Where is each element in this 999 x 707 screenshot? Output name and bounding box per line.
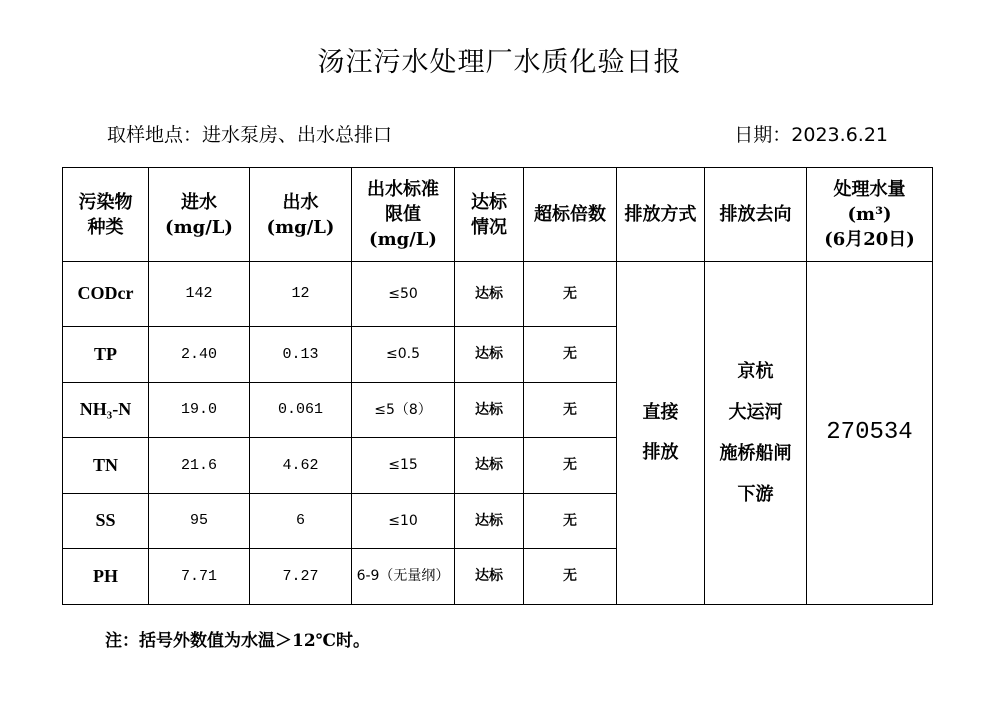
influent-value: 95 — [149, 494, 250, 549]
header-treated-volume-line-2: (m³) — [847, 204, 892, 225]
sampling-location-label: 取样地点： — [107, 124, 203, 146]
header-effluent-line-2: (mg/L) — [266, 216, 335, 238]
exceedance-multiple: 无 — [524, 438, 617, 494]
header-influent-line-1: 进水 — [181, 191, 217, 213]
header-limit — [352, 168, 455, 262]
compliance-status: 达标 — [455, 494, 524, 549]
influent-value: 19.0 — [149, 383, 250, 438]
header-discharge-destination — [705, 168, 807, 262]
header-discharge-destination-line-1: 排放去向 — [719, 204, 792, 225]
influent-value: 2.40 — [149, 327, 250, 383]
header-compliance-line-1: 达标 — [471, 191, 507, 213]
effluent-value: 0.13 — [250, 327, 352, 383]
header-limit-line-1: 出水标准 — [367, 179, 439, 200]
effluent-limit: ≤50 — [352, 262, 455, 327]
discharge-method-cell — [617, 262, 705, 605]
pollutant-name: SS — [63, 494, 149, 549]
header-pollutant-line-2: 种类 — [87, 216, 124, 238]
effluent-value: 4.62 — [250, 438, 352, 494]
exceedance-multiple: 无 — [524, 383, 617, 438]
header-treated-volume-line-1: 处理水量 — [833, 179, 906, 200]
header-treated-volume — [807, 168, 933, 262]
influent-value: 7.71 — [149, 549, 250, 605]
discharge-method-line-2: 排放 — [642, 442, 679, 463]
compliance-status: 达标 — [455, 549, 524, 605]
exceedance-multiple: 无 — [524, 494, 617, 549]
report-date-label: 日期： — [734, 124, 792, 146]
discharge-destination-line-1: 京杭 — [737, 361, 774, 382]
header-limit-line-3: (mg/L) — [369, 229, 437, 250]
header-pollutant-line-1: 污染物 — [78, 191, 133, 213]
effluent-limit: ≤0.5 — [352, 327, 455, 383]
discharge-destination-line-2: 大运河 — [728, 402, 783, 423]
report-date-value: 2023.6.21 — [791, 124, 888, 146]
water-quality-table — [62, 167, 933, 605]
discharge-destination-line-3: 施桥船闸 — [719, 443, 792, 464]
pollutant-name: TP — [63, 327, 149, 383]
influent-value: 142 — [149, 262, 250, 327]
pollutant-name: CODcr — [63, 262, 149, 327]
effluent-limit: ≤15 — [352, 438, 455, 494]
pollutant-name: PH — [63, 549, 149, 605]
report-date — [734, 123, 888, 147]
exceedance-multiple: 无 — [524, 549, 617, 605]
header-compliance-line-2: 情况 — [471, 216, 507, 238]
effluent-value: 0.061 — [250, 383, 352, 438]
discharge-destination-line-4: 下游 — [737, 484, 774, 505]
treated-volume-value: 270534 — [826, 419, 913, 446]
header-discharge-method-line-1: 排放方式 — [624, 204, 697, 225]
effluent-value: 12 — [250, 262, 352, 327]
effluent-value: 6 — [250, 494, 352, 549]
sampling-location — [107, 123, 392, 147]
effluent-limit: ≤5（8） — [352, 383, 455, 438]
header-discharge-method — [617, 168, 705, 262]
compliance-status: 达标 — [455, 438, 524, 494]
header-limit-line-2: 限值 — [385, 204, 421, 225]
exceedance-multiple: 无 — [524, 262, 617, 327]
discharge-destination-cell — [705, 262, 807, 605]
influent-value: 21.6 — [149, 438, 250, 494]
header-compliance — [455, 168, 524, 262]
treated-volume-cell — [807, 262, 933, 605]
table-row — [63, 262, 933, 327]
pollutant-name: NH₃-N — [63, 383, 149, 438]
footnote: 注：括号外数值为水温＞12℃时。 — [105, 631, 371, 651]
report-title: 汤汪污水处理厂水质化验日报 — [317, 47, 682, 78]
table-header-row — [63, 168, 933, 262]
effluent-value: 7.27 — [250, 549, 352, 605]
header-influent — [149, 168, 250, 262]
header-effluent-line-1: 出水 — [282, 191, 319, 213]
header-pollutant — [63, 168, 149, 262]
sampling-location-value: 进水泵房、出水总排口 — [202, 124, 393, 146]
header-influent-line-2: (mg/L) — [165, 216, 233, 238]
compliance-status: 达标 — [455, 383, 524, 438]
header-exceed — [524, 168, 617, 262]
compliance-status: 达标 — [455, 327, 524, 383]
effluent-limit: 6-9（无量纲） — [352, 549, 455, 605]
exceedance-multiple: 无 — [524, 327, 617, 383]
discharge-method-line-1: 直接 — [642, 402, 679, 423]
header-effluent — [250, 168, 352, 262]
compliance-status: 达标 — [455, 262, 524, 327]
header-treated-volume-line-3: (6月20日) — [824, 229, 915, 250]
pollutant-name: TN — [63, 438, 149, 494]
effluent-limit: ≤10 — [352, 494, 455, 549]
header-exceed-line-1: 超标倍数 — [534, 204, 606, 225]
